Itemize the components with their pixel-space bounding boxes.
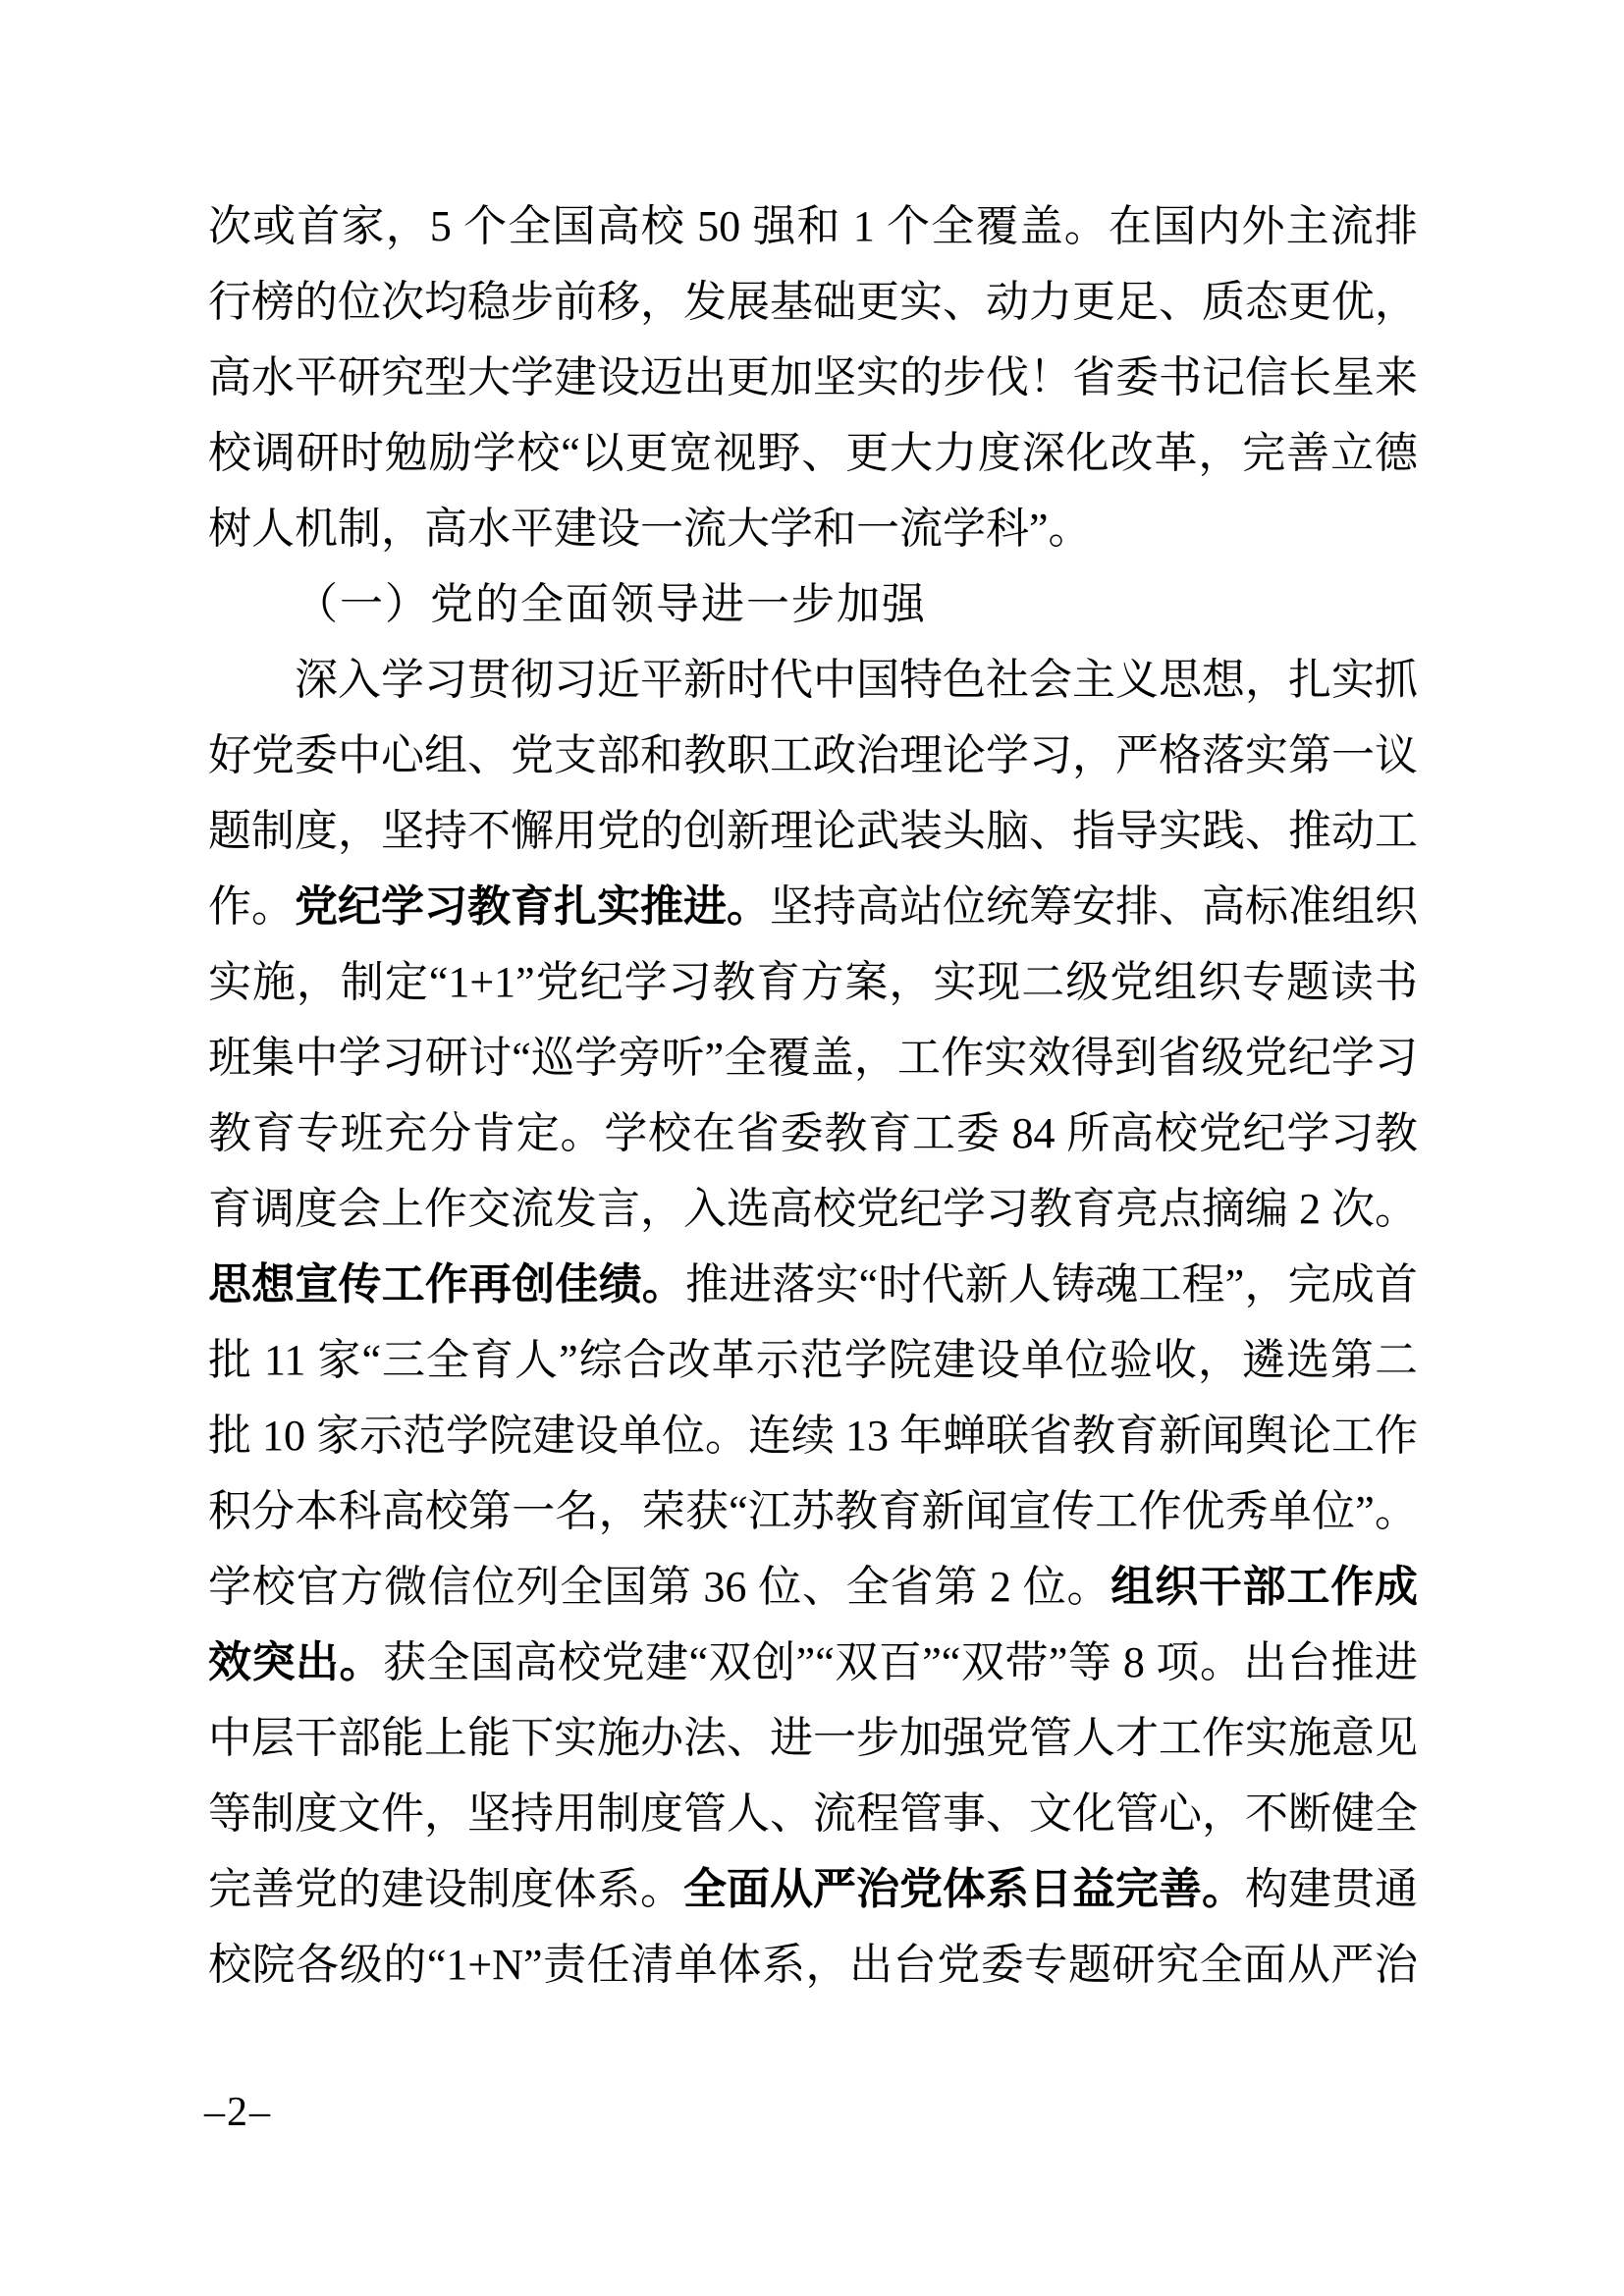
text-segment: 批 11 家“三全育人”综合改革示范学院建设单位验收，遴选第二: [208, 1336, 1418, 1384]
text-segment: 高水平研究型大学建设迈出更加坚实的步伐！省委书记信长星来: [208, 353, 1418, 401]
text-line: [208, 1247, 1418, 1322]
text-segment: 校调研时勉励学校“以更宽视野、更大力度深化改革，完善立德: [208, 429, 1418, 477]
bold-text-segment: 组织干部工作成: [1110, 1563, 1418, 1611]
page-number: –2–: [204, 2090, 272, 2135]
text-segment: 教育专班充分肯定。学校在省委教育工委 84 所高校党纪学习教: [208, 1109, 1418, 1157]
text-line: [208, 944, 1418, 1020]
text-segment: 获全国高校党建“双创”“双百”“双带”等 8 项。出台推进: [383, 1638, 1418, 1686]
text-segment: 作。: [208, 882, 295, 931]
text-segment: （一）党的全面领导进一步加强: [295, 580, 927, 628]
text-segment: 等制度文件，坚持用制度管人、流程管事、文化管心，不断健全: [208, 1789, 1418, 1838]
text-line: [208, 491, 1418, 566]
text-line: [208, 264, 1418, 340]
text-line: [208, 1549, 1418, 1625]
bold-text-segment: 效突出。: [208, 1638, 384, 1686]
text-segment: 班集中学习研讨“巡学旁听”全覆盖，工作实效得到省级党纪学习: [208, 1034, 1418, 1082]
section-heading: [208, 566, 1418, 642]
text-segment: 完善党的建设制度体系。: [208, 1865, 683, 1913]
text-line: [208, 1625, 1418, 1700]
text-segment: 校院各级的“1+N”责任清单体系，出台党委专题研究全面从严治: [208, 1941, 1418, 1989]
bold-text-segment: 思想宣传工作再创佳绩。: [208, 1260, 685, 1308]
text-line: [208, 869, 1418, 944]
text-line: [208, 340, 1418, 415]
text-segment: 次或首家，5 个全国高校 50 强和 1 个全覆盖。在国内外主流排: [208, 202, 1418, 250]
text-line: [208, 1473, 1418, 1549]
text-line: [208, 793, 1418, 869]
text-line: [208, 642, 1418, 718]
text-line: [208, 1776, 1418, 1851]
bold-text-segment: 全面从严治党体系日益完善。: [683, 1865, 1245, 1913]
text-segment: 推进落实“时代新人铸魂工程”，完成首: [684, 1260, 1418, 1308]
text-line: [208, 1171, 1418, 1247]
text-segment: 好党委中心组、党支部和教职工政治理论学习，严格落实第一议: [208, 731, 1418, 779]
text-line: [208, 1927, 1418, 2002]
text-segment: 深入学习贯彻习近平新时代中国特色社会主义思想，扎实抓: [295, 656, 1418, 704]
text-line: [208, 188, 1418, 264]
text-line: [208, 1700, 1418, 1776]
text-line: [208, 1020, 1418, 1095]
text-segment: 积分本科高校第一名，荣获“江苏教育新闻宣传工作优秀单位”。: [208, 1487, 1418, 1535]
text-line: [208, 718, 1418, 793]
text-line: [208, 1398, 1418, 1473]
text-line: [208, 1851, 1418, 1927]
text-segment: 中层干部能上能下实施办法、进一步加强党管人才工作实施意见: [208, 1714, 1418, 1762]
text-line: [208, 1322, 1418, 1398]
text-segment: 坚持高站位统筹安排、高标准组织: [770, 882, 1418, 931]
text-segment: 育调度会上作交流发言，入选高校党纪学习教育亮点摘编 2 次。: [208, 1185, 1418, 1233]
text-segment: 学校官方微信位列全国第 36 位、全省第 2 位。: [208, 1563, 1111, 1611]
text-segment: 实施，制定“1+1”党纪学习教育方案，实现二级党组织专题读书: [208, 958, 1418, 1006]
text-segment: 树人机制，高水平建设一流大学和一流学科”。: [208, 505, 1092, 553]
text-line: [208, 1095, 1418, 1171]
text-segment: 批 10 家示范学院建设单位。连续 13 年蝉联省教育新闻舆论工作: [208, 1412, 1418, 1460]
text-line: [208, 415, 1418, 491]
text-segment: 题制度，坚持不懈用党的创新理论武装头脑、指导实践、推动工: [208, 807, 1418, 855]
text-segment: 行榜的位次均稳步前移，发展基础更实、动力更足、质态更优，: [208, 278, 1418, 326]
text-block: [208, 188, 1418, 2002]
text-segment: 构建贯通: [1245, 1865, 1418, 1913]
bold-text-segment: 党纪学习教育扎实推进。: [295, 882, 770, 931]
